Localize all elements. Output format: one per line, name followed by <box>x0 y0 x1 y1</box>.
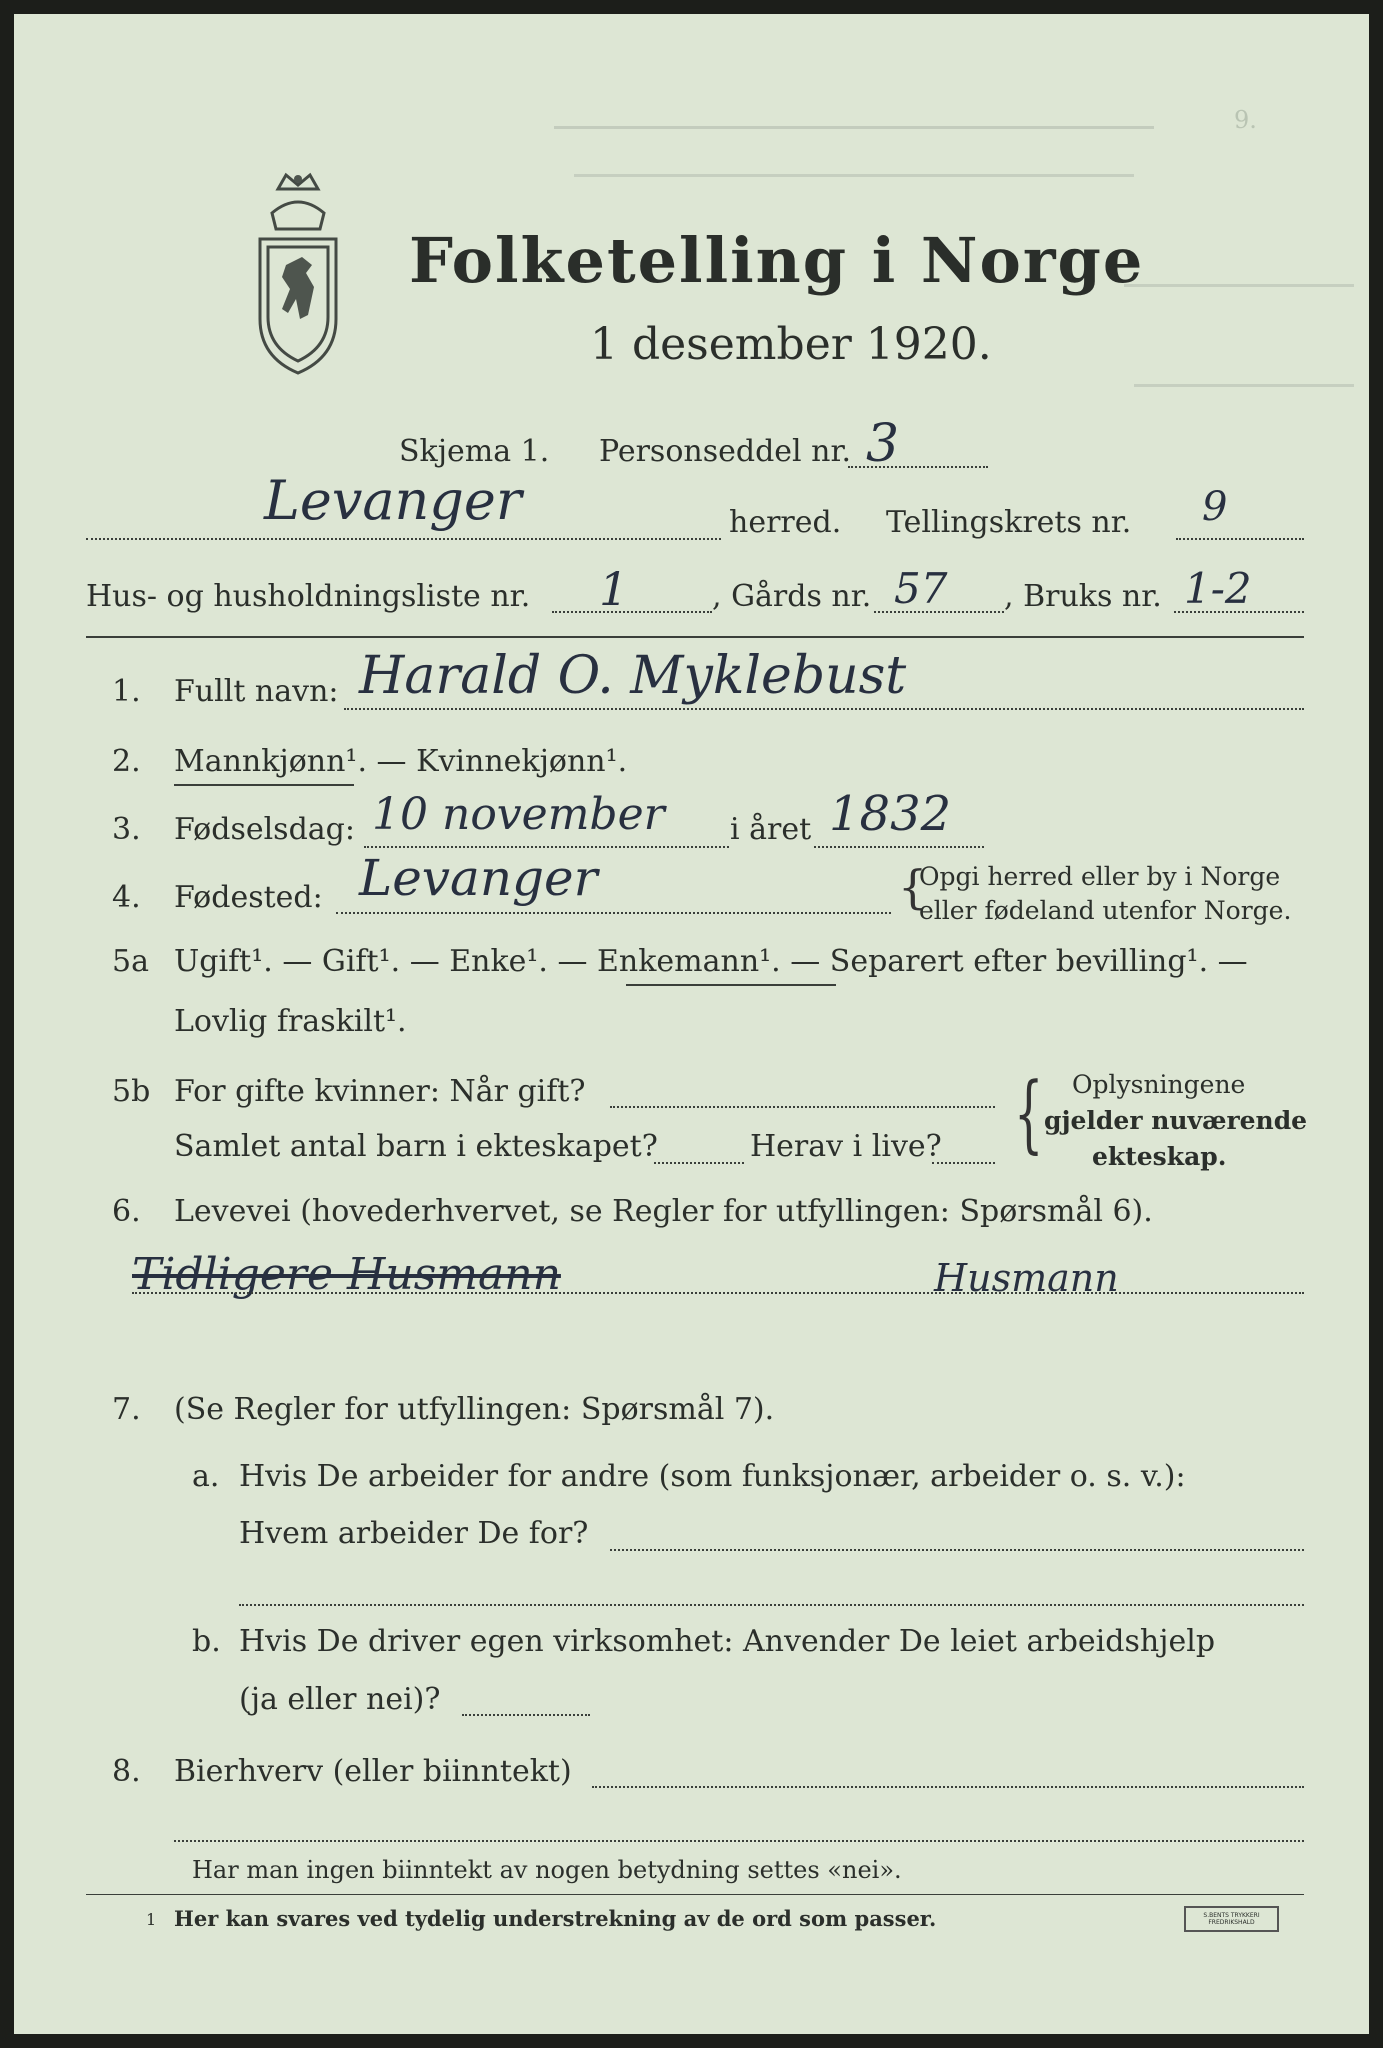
q1-number: 1. <box>112 674 141 709</box>
q5b-alive-line <box>932 1162 995 1164</box>
footnote-mark: 1 <box>146 1910 157 1929</box>
q7-number: 7. <box>112 1392 141 1427</box>
q5b-brace: { <box>1014 1064 1044 1162</box>
q2-underline-mannkjonn <box>174 784 354 786</box>
personseddel-value: 3 <box>866 414 900 474</box>
note-nei: Har man ingen biinntekt av nogen betydning settes «nei». <box>192 1856 902 1884</box>
q1-label: Fullt navn: <box>174 674 339 709</box>
hus-value: 1 <box>599 562 629 616</box>
bleed-through-line <box>554 106 1154 129</box>
q3-line <box>364 846 729 848</box>
tellingskrets-line <box>1176 538 1304 540</box>
hus-label: Hus- og husholdningsliste nr. <box>86 579 531 614</box>
census-date: 1 desember 1920. <box>590 319 992 370</box>
footer-divider <box>86 1894 1304 1895</box>
q5a-underline-enkemann <box>626 984 836 986</box>
q3-value: 10 november <box>372 789 665 840</box>
q5b-note-2: gjelder nuværende <box>1044 1106 1308 1135</box>
q5b-note-3: ekteskap. <box>1092 1142 1227 1171</box>
coat-of-arms-icon <box>242 169 354 379</box>
footnote: Her kan svares ved tydelig understrekning av de ord som passer. <box>174 1906 937 1931</box>
header-divider <box>86 636 1304 638</box>
q5b-line-2a: Samlet antal barn i ekteskapet? <box>174 1129 658 1164</box>
bleed-through-line <box>574 174 1134 177</box>
q8-extra-line <box>174 1840 1304 1842</box>
q7a-line-1: Hvis De arbeider for andre (som funksjonær, arbeider o. s. v.): <box>239 1459 1186 1494</box>
q7a-line-2: Hvem arbeider De for? <box>239 1516 589 1551</box>
tellingskrets-label: Tellingskrets nr. <box>886 505 1132 540</box>
q2-number: 2. <box>112 744 141 779</box>
herred-line <box>86 538 721 540</box>
q7a-line <box>610 1549 1304 1551</box>
q5b-note-1: Oplysningene <box>1072 1070 1246 1099</box>
q1-value: Harald O. Myklebust <box>359 646 907 706</box>
q4-number: 4. <box>112 880 141 915</box>
q3-year-line <box>814 846 984 848</box>
q5a-line-2: Lovlig fraskilt¹. <box>174 1004 407 1039</box>
q6-value: Husmann <box>934 1256 1119 1300</box>
q3-year: 1832 <box>829 786 952 842</box>
q5b-line-2b: Herav i live? <box>750 1129 942 1164</box>
q6-line <box>132 1292 1304 1294</box>
q7b-line <box>462 1714 590 1716</box>
q2-label: Mannkjønn¹. — Kvinnekjønn¹. <box>174 744 628 779</box>
gards-value: 57 <box>894 564 948 613</box>
printer-stamp <box>1184 1906 1279 1932</box>
q6-label: Levevei (hovederhvervet, se Regler for utfyllingen: Spørsmål 6). <box>174 1194 1153 1229</box>
q8-label: Bierhverv (eller biinntekt) <box>174 1754 572 1789</box>
q5a-line-1: Ugift¹. — Gift¹. — Enke¹. — Enkemann¹. — Separert efter bevilling¹. — <box>174 944 1248 979</box>
form-title: Folketelling i Norge <box>409 224 1145 297</box>
q3-year-label: i året <box>730 812 812 847</box>
q6-number: 6. <box>112 1194 141 1229</box>
q3-label: Fødselsdag: <box>174 812 355 847</box>
herred-label: herred. <box>729 505 842 540</box>
skjema-label: Skjema 1. <box>399 434 550 469</box>
q4-brace: { <box>898 860 928 914</box>
gards-label: , Gårds nr. <box>712 579 872 614</box>
herred-value: Levanger <box>264 469 522 532</box>
q4-note-1: Opgi herred eller by i Norge <box>919 862 1281 891</box>
q7a-number: a. <box>192 1459 220 1494</box>
bruks-label: , Bruks nr. <box>1004 579 1162 614</box>
printer-stamp-text: S.BENTS TRYKKERI FREDRIKSHALD <box>1203 1912 1260 1926</box>
q4-line <box>336 912 891 914</box>
q7b-line-2: (ja eller nei)? <box>239 1682 441 1717</box>
q5a-number: 5a <box>112 944 149 979</box>
q8-line <box>592 1786 1304 1788</box>
bleed-through-line <box>1124 284 1354 287</box>
census-form <box>14 14 1369 2034</box>
q8-number: 8. <box>112 1754 141 1789</box>
q4-value: Levanger <box>359 849 598 907</box>
q4-note-2: eller fødeland utenfor Norge. <box>919 896 1292 925</box>
hus-line <box>552 611 712 613</box>
q5b-children-line <box>654 1162 744 1164</box>
bleed-through-text: 9. <box>1234 106 1257 134</box>
q4-label: Fødested: <box>174 880 323 915</box>
bleed-through-line <box>1134 384 1354 387</box>
q7b-line-1: Hvis De driver egen virksomhet: Anvender De leiet arbeidshjelp <box>239 1624 1216 1659</box>
personseddel-label: Personseddel nr. <box>599 434 852 469</box>
q7a-extra-line <box>239 1604 1304 1606</box>
tellingskrets-value: 9 <box>1202 484 1228 530</box>
q7b-number: b. <box>192 1624 221 1659</box>
q5b-married-line <box>610 1106 995 1108</box>
q7-label: (Se Regler for utfyllingen: Spørsmål 7). <box>174 1392 775 1427</box>
q1-line <box>344 708 1304 710</box>
q6-value-struck: Tidligere Husmann <box>132 1249 561 1300</box>
bruks-value: 1-2 <box>1184 564 1252 613</box>
q5b-line-1: For gifte kvinner: Når gift? <box>174 1074 586 1109</box>
q5b-number: 5b <box>112 1074 151 1109</box>
q3-number: 3. <box>112 812 141 847</box>
